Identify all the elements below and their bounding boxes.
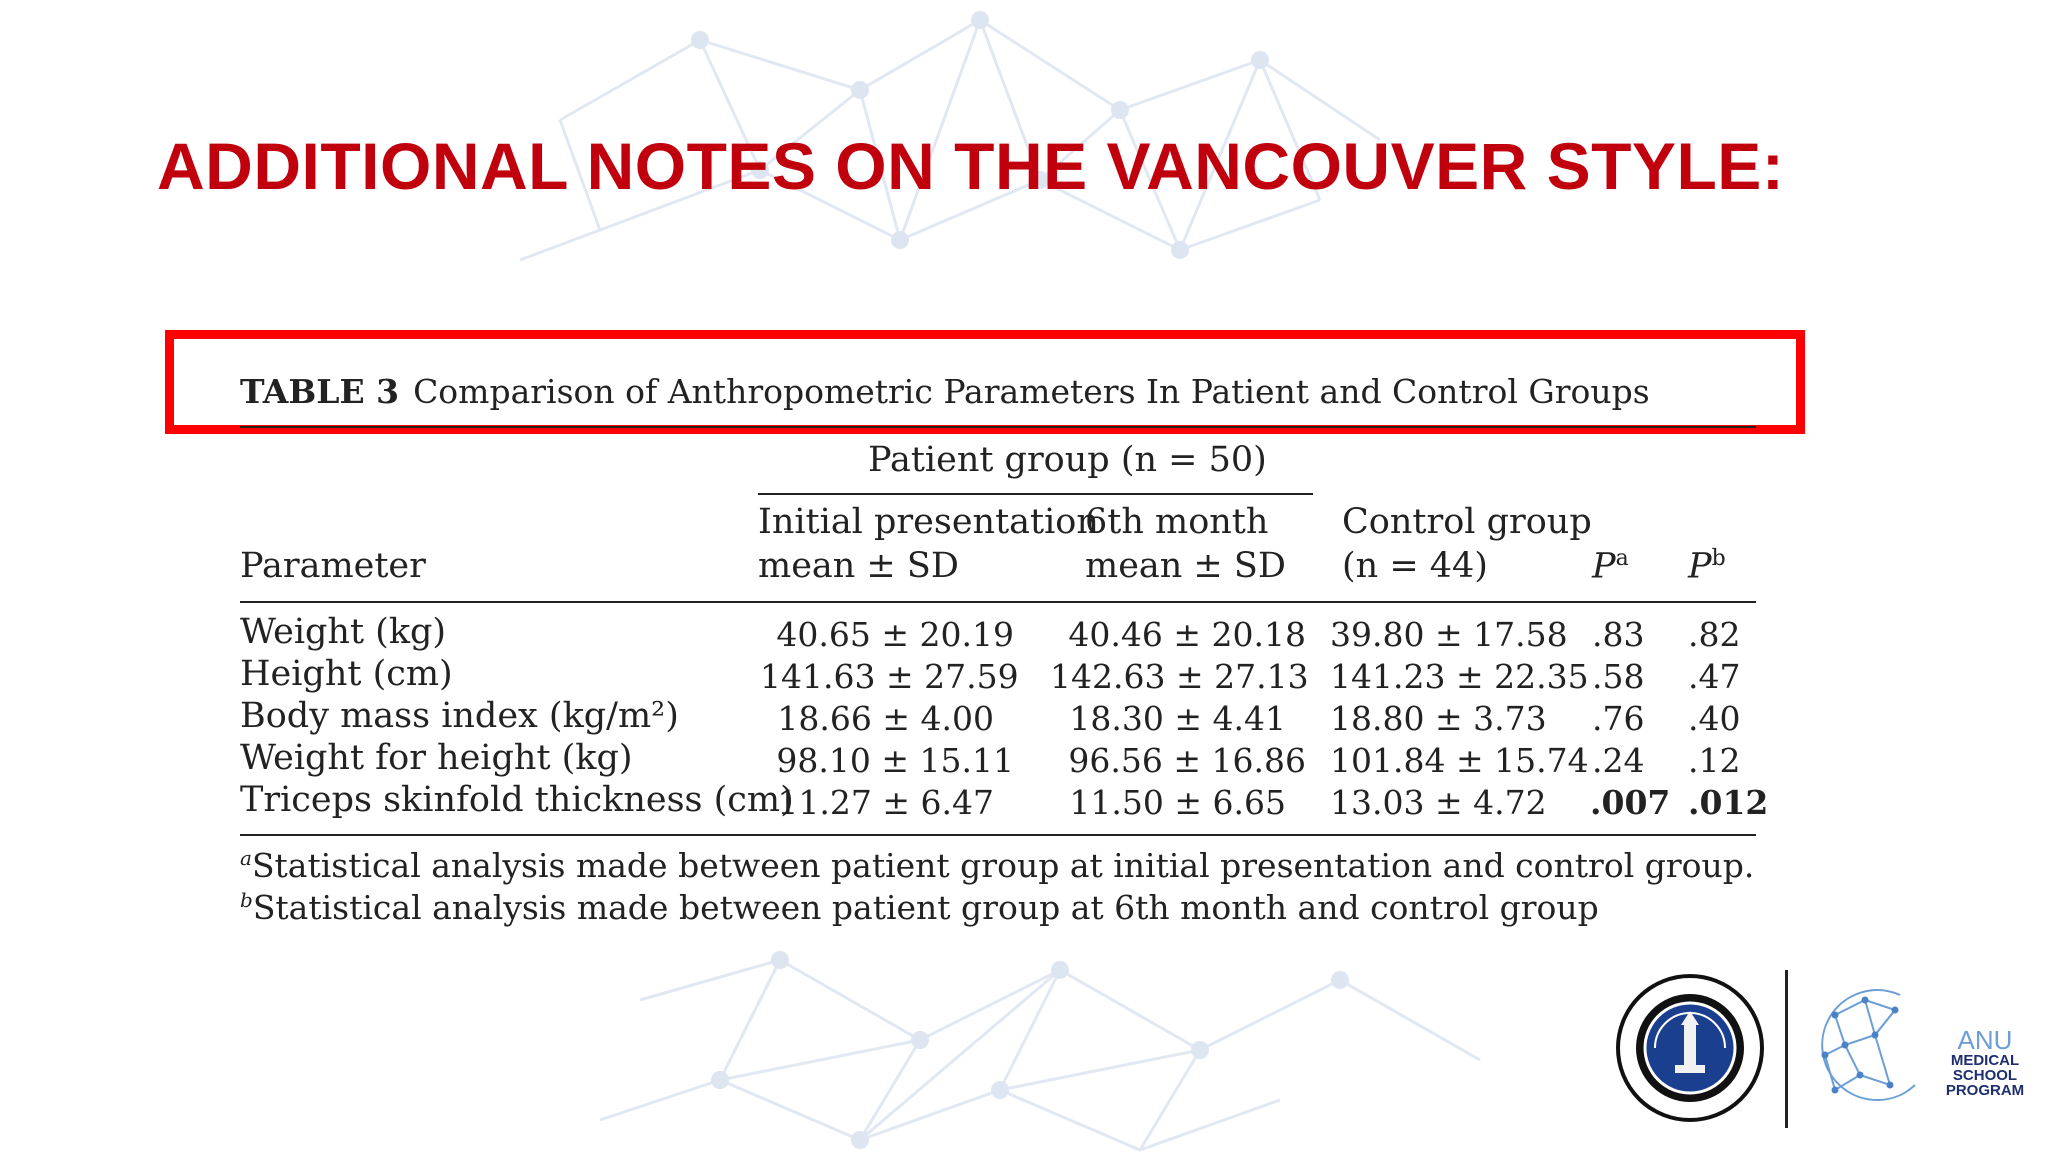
anu-globe-icon [1805,975,1935,1115]
header-pa-sup: a [1615,546,1629,571]
footnote-b [240,888,1599,927]
table-row-parameter: Weight (kg) [240,612,447,652]
header-pb-letter: P [1688,546,1712,587]
table-row-initial: 40.65 ± 20.19 [776,615,1014,654]
table-row-sixth: 40.46 ± 20.18 [1068,615,1306,654]
table-top-rule [240,426,1756,428]
table-row-pb: .82 [1688,615,1741,654]
header-initial-line2: mean ± SD [758,546,959,586]
table-row-pb: .47 [1688,657,1741,696]
table-row-pa: .58 [1592,657,1645,696]
header-initial-line1: Initial presentation [758,502,1099,542]
anu-wordmark-line4: PROGRAM [1945,1082,2025,1099]
table-row-control: 18.80 ± 3.73 [1330,699,1547,738]
table-row-pa: .007 [1590,783,1671,822]
anu-wordmark-line3: SCHOOL [1952,1067,2018,1084]
header-sixth-line1: 6th month [1085,502,1269,542]
footnote-b-mark: b [240,888,253,912]
table-row-initial: 141.63 ± 27.59 [760,657,1019,696]
header-control-line2: (n = 44) [1342,546,1488,586]
table-row-control: 39.80 ± 17.58 [1330,615,1568,654]
header-parameter: Parameter [240,546,426,586]
table-row-sixth: 142.63 ± 27.13 [1050,657,1309,696]
logo-area [1600,955,2040,1145]
table-row-initial: 18.66 ± 4.00 [777,699,994,738]
anu-wordmark-line2: MEDICAL [1950,1052,2020,1069]
footnote-a-mark: a [240,846,252,870]
table-row-parameter: Weight for height (kg) [240,738,633,778]
header-control-line1: Control group [1342,502,1592,542]
table-caption-text: Comparison of Anthropometric Parameters In Patient and Control Groups [413,372,1650,411]
table-row-control: 101.84 ± 15.74 [1330,741,1589,780]
table-row-sixth: 11.50 ± 6.65 [1069,783,1286,822]
table-caption [240,372,1650,411]
table-row-initial: 98.10 ± 15.11 [776,741,1014,780]
logo-divider [1785,970,1788,1128]
table-row-parameter: Body mass index (kg/m²) [240,696,679,736]
table-row-parameter: Triceps skinfold thickness (cm) [240,780,794,820]
header-bottom-rule [240,601,1756,603]
table-caption-label: TABLE 3 [240,372,400,411]
header-pa [1592,546,1629,587]
table-row-pa: .76 [1592,699,1645,738]
header-pa-letter: P [1592,546,1616,587]
patient-group-rule [758,493,1313,495]
table-row-parameter: Height (cm) [240,654,453,694]
table-bottom-rule [240,834,1756,836]
table-row-pa: .83 [1592,615,1645,654]
table-row-initial: 11.27 ± 6.47 [777,783,994,822]
table-row-sixth: 96.56 ± 16.86 [1068,741,1306,780]
slide-title: ADDITIONAL NOTES ON THE VANCOUVER STYLE: [157,129,1785,203]
footnote-a-text: Statistical analysis made between patient group at initial presentation and control group. [251,846,1755,885]
table-row-sixth: 18.30 ± 4.41 [1069,699,1286,738]
header-pb-sup: b [1711,546,1726,571]
table-row-pb: .12 [1688,741,1741,780]
table-row-control: 141.23 ± 22.35 [1330,657,1589,696]
anu-wordmark [1935,1027,2035,1098]
university-seal-logo [1615,973,1765,1123]
anu-wordmark-line1: ANU [1957,1025,2013,1055]
patient-group-header: Patient group (n = 50) [868,440,1267,480]
header-sixth-line2: mean ± SD [1085,546,1286,586]
footnote-a [240,846,1754,885]
table-row-pb: .40 [1688,699,1741,738]
table-row-pa: .24 [1592,741,1645,780]
header-pb [1688,546,1726,587]
footnote-b-text: Statistical analysis made between patient group at 6th month and control group [252,888,1599,927]
table-row-pb: .012 [1688,783,1769,822]
table-row-control: 13.03 ± 4.72 [1330,783,1547,822]
